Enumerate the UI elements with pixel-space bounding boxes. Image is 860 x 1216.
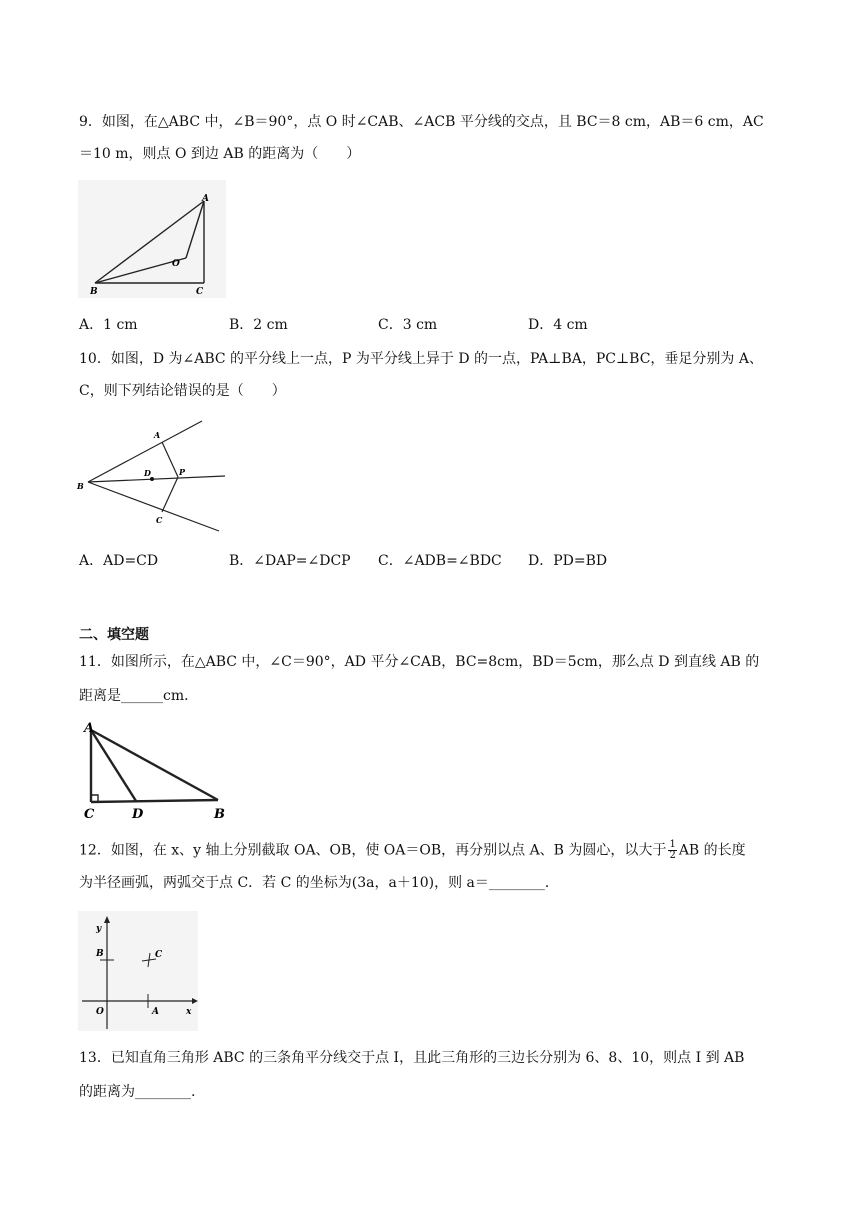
q10-label-a: A xyxy=(154,430,161,440)
q10-segment-ap xyxy=(162,442,178,477)
q12-label-c: C xyxy=(155,950,163,960)
q10-text-line1: 10．如图，D 为∠ABC 的平分线上一点，P 为平分线上异于 D 的一点，PA⊥BA，PC⊥BC，垂足分别为 A、 xyxy=(79,351,763,367)
q12-text-line1-a: 12．如图，在 x、y 轴上分别截取 OA、OB，使 OA＝OB，再分别以点 A、B 为圆心，以大于 xyxy=(79,842,667,859)
q10-ray-bisector xyxy=(88,476,225,482)
q10-text-line2: C，则下列结论错误的是（ ） xyxy=(79,383,286,399)
q12-label-y: y xyxy=(96,924,102,934)
q11-label-a: A xyxy=(84,721,95,736)
q9-label-o: O xyxy=(172,259,180,269)
q10-option-d: D．PD=BD xyxy=(528,553,608,569)
q10-label-p: P xyxy=(179,467,186,477)
q12-fraction-numerator: 1 xyxy=(669,839,676,850)
q12-label-x: x xyxy=(186,1007,192,1017)
q9-option-c: C．3 cm xyxy=(378,317,438,333)
q10-ray-bc xyxy=(88,482,219,531)
q11-side-ab xyxy=(91,730,218,800)
q10-segment-cp xyxy=(162,477,178,512)
q13-text-line2: 的距离为________. xyxy=(79,1084,196,1100)
q9-label-b: B xyxy=(90,287,98,297)
q9-option-d: D．4 cm xyxy=(528,317,588,333)
q10-label-b: B xyxy=(77,481,84,491)
q10-label-d: D xyxy=(144,468,151,478)
q12-fraction xyxy=(668,840,676,861)
q9-label-a: A xyxy=(202,194,209,204)
q12-label-a: A xyxy=(152,1007,159,1017)
q11-text-line2: 距离是______cm． xyxy=(79,688,199,704)
q11-label-c: C xyxy=(84,807,95,820)
q12-text-line1-b: AB 的长度 xyxy=(678,842,746,859)
q11-text-line1: 11．如图所示，在△ABC 中，∠C＝90°，AD 平分∠CAB，BC=8cm，BD＝5cm，那么点 D 到直线 AB 的 xyxy=(79,654,760,670)
q10-figure xyxy=(74,416,226,534)
q10-option-b: B．∠DAP=∠DCP xyxy=(229,553,351,569)
q11-label-b: B xyxy=(214,807,225,820)
q12-text-line1 xyxy=(79,840,746,861)
q12-text-line2: 为半径画弧，两弧交于点 C．若 C 的坐标为(3a，a＋10)，则 a＝________． xyxy=(79,875,559,891)
q12-label-b: B xyxy=(96,949,104,959)
q9-text-line1: 9．如图，在△ABC 中，∠B＝90°，点 O 时∠CAB、∠ACB 平分线的交点，且 BC＝8 cm，AB＝6 cm，AC xyxy=(79,114,764,130)
q10-option-a: A．AD=CD xyxy=(79,553,159,569)
q12-figure xyxy=(78,911,198,1031)
q10-label-c: C xyxy=(156,515,163,525)
q12-label-o: O xyxy=(96,1007,104,1017)
q9-option-a: A．1 cm xyxy=(79,317,138,333)
q12-fraction-denominator: 2 xyxy=(669,850,676,861)
q9-figure xyxy=(78,180,226,298)
section-title: 二、填空题 xyxy=(79,627,149,643)
q11-side-cb xyxy=(91,800,218,802)
q11-segment-ad xyxy=(91,730,136,801)
q11-label-d: D xyxy=(132,807,144,820)
q9-option-b: B．2 cm xyxy=(229,317,288,333)
q9-text-line2: ＝10 m，则点 O 到边 AB 的距离为（ ） xyxy=(79,146,361,162)
q9-label-c: C xyxy=(196,287,204,297)
q10-option-c: C．∠ADB=∠BDC xyxy=(378,553,502,569)
q11-figure xyxy=(82,720,232,820)
q13-text-line1: 13．已知直角三角形 ABC 的三条角平分线交于点 I，且此三角形的三边长分别为 6、8、10，则点 I 到 AB xyxy=(79,1050,745,1066)
